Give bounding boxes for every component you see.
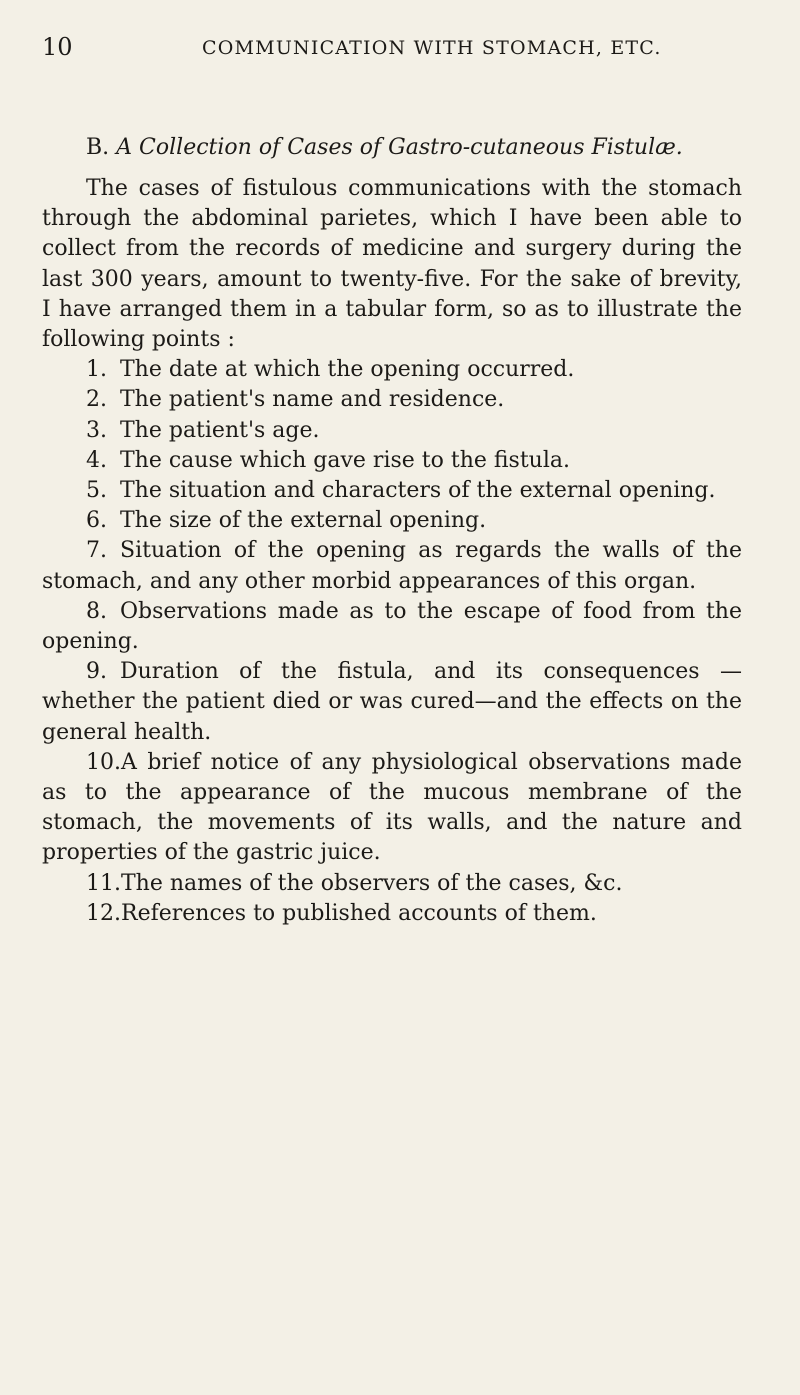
list-item: [42, 536, 742, 596]
list-item: [42, 476, 742, 506]
list-item-text: A brief notice of any physiological observations made as to the appearance of the mucous membrane of the stomach, the movements of its walls, and the nature and properties of the gastric juice.: [42, 749, 742, 866]
list-item-text: The patient's age.: [120, 417, 320, 443]
list-item: [42, 385, 742, 415]
list-item: [42, 869, 742, 899]
list-item-number: 1.: [86, 357, 107, 383]
list-item-text: The patient's name and residence.: [120, 387, 505, 413]
list-item-number: 8.: [86, 598, 107, 624]
list-item-text: References to published accounts of them.: [121, 900, 597, 926]
list-item-number: 6.: [86, 508, 107, 534]
list-item-text: The names of the observers of the cases, &c.: [121, 870, 623, 896]
list-item: [42, 416, 742, 446]
list-item-text: The situation and characters of the external opening.: [120, 478, 716, 504]
list-item: [42, 748, 742, 869]
page-number: 10: [42, 33, 73, 61]
list-item-number: 7.: [86, 538, 107, 564]
list-item-number: 9.: [86, 659, 107, 685]
list-item-number: 12.: [86, 900, 121, 926]
list-item: [42, 657, 742, 748]
running-head-title: COMMUNICATION WITH STOMACH, ETC.: [202, 37, 662, 59]
list-item-number: 11.: [86, 870, 121, 896]
list-item-number: 5.: [86, 478, 107, 504]
section-heading: [86, 133, 742, 163]
list-item: [42, 597, 742, 657]
points-list: [42, 355, 742, 929]
list-item: [42, 446, 742, 476]
list-item-text: The size of the external opening.: [120, 508, 487, 534]
list-item: [42, 355, 742, 385]
list-item-text: Duration of the fistula, and its consequences — whether the patient died or was cured—and the effects on the general health.: [42, 659, 742, 745]
list-item-number: 3.: [86, 417, 107, 443]
list-item-text: The cause which gave rise to the fistula.: [120, 447, 571, 473]
intro-paragraph: The cases of fistulous communications with the stomach through the abdominal parietes, which I have been able to collect from the records of medicine and surgery during the last 300 years, amount to twenty-five. For the sake of brevity, I have arranged them in a tabular form, so as to illustrate the following points :: [42, 176, 742, 353]
list-item-text: Situation of the opening as regards the walls of the stomach, and any other morbid appearances of this organ.: [42, 538, 742, 594]
list-item-number: 4.: [86, 447, 107, 473]
list-item-number: 10.: [86, 749, 121, 775]
list-item-text: Observations made as to the escape of food from the opening.: [42, 598, 742, 655]
list-item: [42, 899, 742, 929]
list-item: [42, 506, 742, 536]
list-item-text: The date at which the opening occurred.: [120, 357, 575, 383]
section-label: B.: [86, 135, 110, 160]
running-head: [42, 32, 728, 62]
list-item-number: 2.: [86, 387, 107, 413]
section-title: A Collection of Cases of Gastro-cutaneous Fistulæ.: [116, 135, 683, 160]
page-content: [42, 133, 742, 929]
